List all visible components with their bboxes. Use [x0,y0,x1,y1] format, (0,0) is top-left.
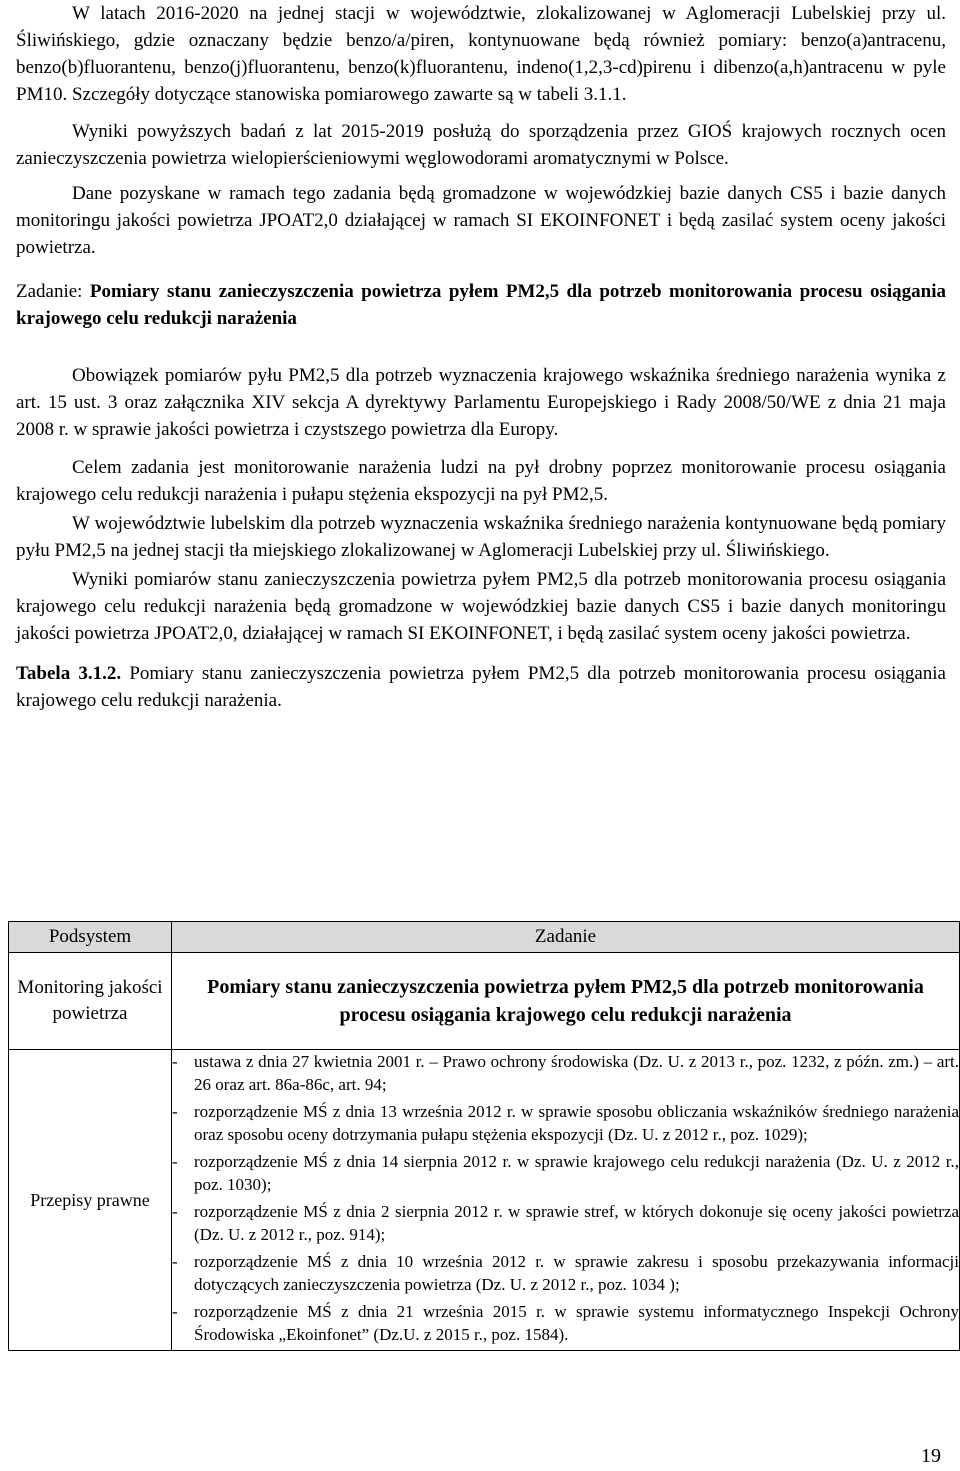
table-caption-text: Pomiary stanu zanieczyszczenia powietrza pyłem PM2,5 dla potrzeb monitorowania procesu osiągania krajowego celu redukcji narażenia. [16,663,946,711]
subsystem-cell [9,953,172,1050]
regulations-cell [172,1050,960,1351]
regulations-label: Przepisy prawne [9,1050,172,1351]
task-table [8,921,960,1351]
paragraph-results-pm25: Wyniki pomiarów stanu zanieczyszczenia powietrza pyłem PM2,5 dla potrzeb monitorowania procesu osiągania krajowego celu redukcji narażenia będą gromadzone w wojewódzkiej bazie danych CS5 i bazie danych monitoringu jakości powietrza JPOAT2,0, działającej w ramach SI EKOINFONET, i będą zasilać system oceny jakości powietrza. [16,569,946,644]
regulations-list [172,1050,959,1346]
paragraph-intro: W latach 2016-2020 na jednej stacji w województwie, zlokalizowanej w Aglomeracji Lubelskiej przy ul. Śliwińskiego, gdzie oznaczany będzie benzo/a/piren, kontynuowane będą również pomiary: benzo(a)antracenu, benzo(b)fluorantenu, benzo(j)fluorantenu, benzo(k)fluorantenu, indeno(1,2,3-cd)pirenu i dibenzo(a,h)antracenu w pyle PM10. Szczegóły dotyczące stanowiska pomiarowego zawarte są w tabeli 3.1.1. [16,3,946,105]
regulation-item: - rozporządzenie MŚ z dnia 13 września 2012 r. w sprawie sposobu obliczania wskaźników średniego narażenia oraz sposobu oceny dotrzymania pułapu stężenia ekspozycji (Dz. U. z 2012 r., poz. 1029); [172,1100,959,1146]
task-heading [16,278,946,332]
regulation-item: - rozporządzenie MŚ z dnia 2 sierpnia 2012 r. w sprawie stref, w których dokonuje się oceny jakości powietrza (Dz. U. z 2012 r., poz. 914); [172,1200,959,1246]
regulation-item: - rozporządzenie MŚ z dnia 14 sierpnia 2012 r. w sprawie krajowego celu redukcji narażenia (Dz. U. z 2012 r., poz. 1030); [172,1150,959,1196]
table-row-regulations [9,1050,960,1351]
paragraph-goal: Celem zadania jest monitorowanie narażenia ludzi na pył drobny poprzez monitorowanie procesu osiągania krajowego celu redukcji narażenia i pułapu stężenia ekspozycji na pył PM2,5. [16,457,946,505]
subsystem-name: Monitoring jakości powietrza [17,977,163,1024]
regulation-item: - rozporządzenie MŚ z dnia 21 września 2015 r. w sprawie systemu informatycznego Inspekcji Ochrony Środowiska „Ekoinfonet” (Dz.U. z 2015 r., poz. 1584). [172,1300,959,1346]
table-caption-label: Tabela 3.1.2. [16,663,122,684]
regulation-item: - rozporządzenie MŚ z dnia 10 września 2012 r. w sprawie zakresu i sposobu przekazywania informacji dotyczących zanieczyszczenia powietrza (Dz. U. z 2012 r., poz. 1034 ); [172,1250,959,1296]
table-header-row [9,922,960,953]
paragraph-voivodeship: W województwie lubelskim dla potrzeb wyznaczenia wskaźnika średniego narażenia kontynuowane będą pomiary pyłu PM2,5 na jednej stacji tła miejskiego zlokalizowanej w Aglomeracji Lubelskiej przy ul. Śliwińskiego. [16,513,946,561]
document-page [16,0,946,714]
task-label: Zadanie: [16,281,83,302]
table-row-task [9,953,960,1050]
regulation-item: - ustawa z dnia 27 kwietnia 2001 r. – Prawo ochrony środowiska (Dz. U. z 2013 r., poz. 1232, z późn. zm.) – art. 26 oraz art. 86a-86c, art. 94; [172,1050,959,1096]
header-subsystem: Podsystem [9,922,172,953]
page-number: 19 [921,1445,941,1467]
header-task: Zadanie [172,922,960,953]
table-caption [16,660,946,714]
paragraph-data-storage: Dane pozyskane w ramach tego zadania będą gromadzone w wojewódzkiej bazie danych CS5 i bazie danych monitoringu jakości powietrza JPOAT2,0 działającej w ramach SI EKOINFONET i będą zasilać system oceny jakości powietrza. [16,183,946,258]
task-title: Pomiary stanu zanieczyszczenia powietrza pyłem PM2,5 dla potrzeb monitorowania procesu osiągania krajowego celu redukcji narażenia [16,281,946,329]
paragraph-results: Wyniki powyższych badań z lat 2015-2019 posłużą do sporządzenia przez GIOŚ krajowych rocznych ocen zanieczyszczenia powietrza wielopierścieniowymi węglowodorami aromatycznymi w Polsce. [16,121,946,169]
task-cell: Pomiary stanu zanieczyszczenia powietrza pyłem PM2,5 dla potrzeb monitorowania procesu osiągania krajowego celu redukcji narażenia [172,953,960,1050]
paragraph-obligation: Obowiązek pomiarów pyłu PM2,5 dla potrzeb wyznaczenia krajowego wskaźnika średniego narażenia wynika z art. 15 ust. 3 oraz załącznika XIV sekcja A dyrektywy Parlamentu Europejskiego i Rady 2008/50/WE z dnia 21 maja 2008 r. w sprawie jakości powietrza i czystszego powietrza dla Europy. [16,365,946,440]
